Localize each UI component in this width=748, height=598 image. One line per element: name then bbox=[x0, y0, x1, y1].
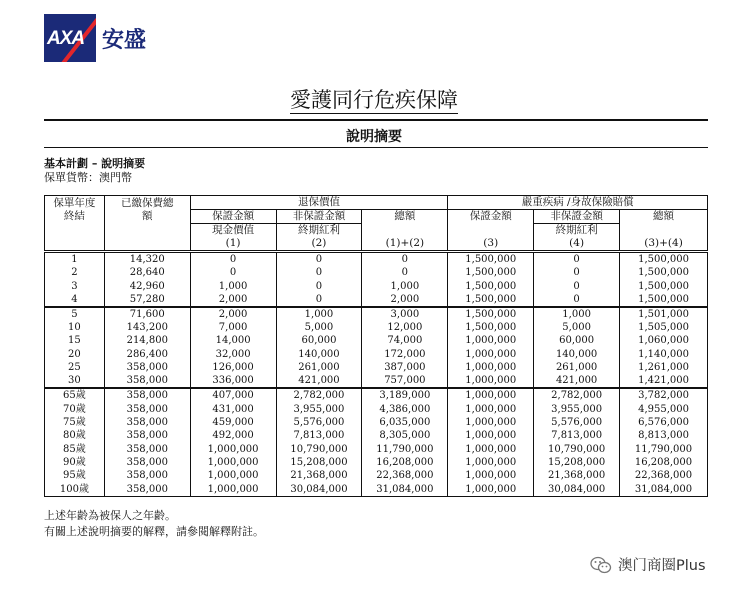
table-cell: 5 bbox=[45, 307, 105, 321]
table-cell: 261,000 bbox=[276, 361, 362, 374]
table-cell: 492,000 bbox=[190, 429, 276, 442]
table-cell: 60,000 bbox=[276, 334, 362, 347]
table-cell: 22,368,000 bbox=[362, 469, 448, 482]
wechat-watermark bbox=[590, 554, 706, 575]
table-cell: 1,000 bbox=[534, 307, 620, 321]
table-cell: 42,960 bbox=[104, 279, 190, 292]
table-cell: 358,000 bbox=[104, 469, 190, 482]
table-cell: 358,000 bbox=[104, 402, 190, 415]
table-cell: 0 bbox=[276, 266, 362, 279]
table-cell: 0 bbox=[534, 293, 620, 307]
illustration-table bbox=[44, 195, 708, 497]
table-cell: 10 bbox=[45, 321, 105, 334]
table-row bbox=[45, 279, 708, 292]
table-cell: 80歲 bbox=[45, 429, 105, 442]
header-terminal-bonus-2: 終期紅利 bbox=[534, 224, 620, 238]
table-cell: 1,140,000 bbox=[620, 348, 708, 361]
table-cell: 1,000,000 bbox=[190, 483, 276, 497]
table-cell: 358,000 bbox=[104, 483, 190, 497]
table-cell: 3,955,000 bbox=[276, 402, 362, 415]
table-cell: 421,000 bbox=[534, 374, 620, 388]
table-cell: 1,060,000 bbox=[620, 334, 708, 347]
table-cell: 70歲 bbox=[45, 402, 105, 415]
table-cell: 1,000,000 bbox=[448, 348, 534, 361]
table-cell: 1,000,000 bbox=[448, 388, 534, 402]
header-terminal-bonus: 終期紅利 bbox=[276, 224, 362, 238]
table-cell: 5,576,000 bbox=[534, 416, 620, 429]
footnote-explanation: 有關上述說明摘要的解釋，請參閱解釋附註。 bbox=[44, 525, 264, 538]
table-row bbox=[45, 456, 708, 469]
table-cell: 30,084,000 bbox=[534, 483, 620, 497]
table-cell: 358,000 bbox=[104, 456, 190, 469]
table-cell: 75歲 bbox=[45, 416, 105, 429]
table-cell: 0 bbox=[534, 279, 620, 292]
table-cell: 0 bbox=[534, 252, 620, 267]
table-row bbox=[45, 443, 708, 456]
table-row bbox=[45, 321, 708, 334]
table-header bbox=[45, 196, 708, 252]
table-cell: 407,000 bbox=[190, 388, 276, 402]
table-cell: 421,000 bbox=[276, 374, 362, 388]
table-cell: 6,035,000 bbox=[362, 416, 448, 429]
table-cell: 3,955,000 bbox=[534, 402, 620, 415]
header-n3p4: (3)+(4) bbox=[620, 237, 708, 252]
header-total-2: 總額 bbox=[620, 210, 708, 238]
table-cell: 336,000 bbox=[190, 374, 276, 388]
table-cell: 5,000 bbox=[276, 321, 362, 334]
table-cell: 0 bbox=[190, 266, 276, 279]
table-cell: 358,000 bbox=[104, 416, 190, 429]
table-cell: 5,000 bbox=[534, 321, 620, 334]
table-cell: 31,084,000 bbox=[620, 483, 708, 497]
table-cell: 1,000,000 bbox=[190, 469, 276, 482]
watermark-text: 澳门商圈Plus bbox=[618, 558, 706, 574]
table-cell: 20 bbox=[45, 348, 105, 361]
table-cell: 1,000,000 bbox=[448, 334, 534, 347]
table-cell: 143,200 bbox=[104, 321, 190, 334]
table-cell: 71,600 bbox=[104, 307, 190, 321]
table-row bbox=[45, 334, 708, 347]
table-cell: 3,000 bbox=[362, 307, 448, 321]
table-cell: 1,000,000 bbox=[190, 443, 276, 456]
table-cell: 0 bbox=[276, 293, 362, 307]
header-premium: 已繳保費總額 bbox=[104, 196, 190, 252]
header-n1: (1) bbox=[190, 237, 276, 252]
table-cell: 126,000 bbox=[190, 361, 276, 374]
table-cell: 1,500,000 bbox=[448, 293, 534, 307]
table-cell: 60,000 bbox=[534, 334, 620, 347]
table-cell: 261,000 bbox=[534, 361, 620, 374]
table-cell: 74,000 bbox=[362, 334, 448, 347]
table-cell: 1,000,000 bbox=[448, 469, 534, 482]
wechat-icon bbox=[590, 556, 612, 574]
document-subtitle: 說明摘要 bbox=[346, 129, 402, 145]
table-cell: 1,500,000 bbox=[448, 279, 534, 292]
footnote-age: 上述年齡為被保人之年齡。 bbox=[44, 509, 176, 522]
table-cell: 15 bbox=[45, 334, 105, 347]
table-cell: 100歲 bbox=[45, 483, 105, 497]
table-group-ages bbox=[45, 388, 708, 496]
table-cell: 1,500,000 bbox=[448, 307, 534, 321]
table-row bbox=[45, 266, 708, 279]
header-non-guaranteed: 非保證金額 bbox=[276, 210, 362, 224]
table-cell: 7,000 bbox=[190, 321, 276, 334]
table-cell: 15,208,000 bbox=[276, 456, 362, 469]
plan-label: 基本計劃 – 說明摘要 bbox=[44, 157, 146, 170]
table-cell: 0 bbox=[362, 266, 448, 279]
table-row bbox=[45, 374, 708, 388]
table-group-early-years bbox=[45, 252, 708, 307]
table-cell: 358,000 bbox=[104, 361, 190, 374]
table-cell: 7,813,000 bbox=[276, 429, 362, 442]
table-cell: 1,000,000 bbox=[448, 483, 534, 497]
table-cell: 1,500,000 bbox=[620, 293, 708, 307]
table-cell: 459,000 bbox=[190, 416, 276, 429]
table-cell: 1,000 bbox=[276, 307, 362, 321]
table-cell: 1 bbox=[45, 252, 105, 267]
header-non-guaranteed-2: 非保證金額 bbox=[534, 210, 620, 224]
axa-logo-mark bbox=[44, 14, 96, 62]
table-cell: 358,000 bbox=[104, 429, 190, 442]
table-cell: 2,000 bbox=[190, 307, 276, 321]
footnotes bbox=[44, 508, 264, 540]
table-cell: 1,505,000 bbox=[620, 321, 708, 334]
header-guaranteed-2: 保證金額 bbox=[448, 210, 534, 238]
table-row bbox=[45, 307, 708, 321]
table-cell: 22,368,000 bbox=[620, 469, 708, 482]
header-cash-value: 現金價值 bbox=[190, 224, 276, 238]
table-row bbox=[45, 416, 708, 429]
table-cell: 172,000 bbox=[362, 348, 448, 361]
table-row bbox=[45, 361, 708, 374]
table-row bbox=[45, 252, 708, 267]
table-cell: 7,813,000 bbox=[534, 429, 620, 442]
header-guaranteed: 保證金額 bbox=[190, 210, 276, 224]
table-cell: 387,000 bbox=[362, 361, 448, 374]
table-cell: 11,790,000 bbox=[362, 443, 448, 456]
header-n1p2: (1)+(2) bbox=[362, 237, 448, 252]
table-cell: 21,368,000 bbox=[276, 469, 362, 482]
table-cell: 3,782,000 bbox=[620, 388, 708, 402]
table-cell: 358,000 bbox=[104, 443, 190, 456]
header-n2: (2) bbox=[276, 237, 362, 252]
table-cell: 2,782,000 bbox=[534, 388, 620, 402]
table-row bbox=[45, 429, 708, 442]
table-cell: 1,000,000 bbox=[448, 361, 534, 374]
table-cell: 1,261,000 bbox=[620, 361, 708, 374]
table-cell: 1,000 bbox=[190, 279, 276, 292]
table-cell: 1,000,000 bbox=[190, 456, 276, 469]
table-cell: 1,000,000 bbox=[448, 429, 534, 442]
table-cell: 14,320 bbox=[104, 252, 190, 267]
table-cell: 2,000 bbox=[190, 293, 276, 307]
table-cell: 8,305,000 bbox=[362, 429, 448, 442]
table-cell: 1,000 bbox=[362, 279, 448, 292]
table-cell: 358,000 bbox=[104, 374, 190, 388]
table-cell: 1,000,000 bbox=[448, 456, 534, 469]
table-cell: 11,790,000 bbox=[620, 443, 708, 456]
table-cell: 1,500,000 bbox=[620, 252, 708, 267]
table-row bbox=[45, 348, 708, 361]
table-cell: 25 bbox=[45, 361, 105, 374]
currency-label: 保單貨幣：澳門幣 bbox=[44, 171, 132, 184]
table-group-policy-years bbox=[45, 307, 708, 389]
table-cell: 15,208,000 bbox=[534, 456, 620, 469]
document-title: 愛護同行危疾保障 bbox=[290, 88, 458, 112]
axa-logo-text: AXA bbox=[47, 28, 85, 49]
table-cell: 1,500,000 bbox=[448, 252, 534, 267]
table-cell: 1,500,000 bbox=[620, 266, 708, 279]
header-death-group: 嚴重疾病 /身故保險賠償 bbox=[448, 196, 708, 210]
table-cell: 4 bbox=[45, 293, 105, 307]
table-cell: 65歲 bbox=[45, 388, 105, 402]
table-cell: 90歲 bbox=[45, 456, 105, 469]
header-n4: (4) bbox=[534, 237, 620, 252]
table-cell: 1,000,000 bbox=[448, 416, 534, 429]
table-cell: 3,189,000 bbox=[362, 388, 448, 402]
table-cell: 1,000,000 bbox=[448, 402, 534, 415]
table-cell: 140,000 bbox=[534, 348, 620, 361]
header-surrender-group: 退保價值 bbox=[190, 196, 448, 210]
table-cell: 8,813,000 bbox=[620, 429, 708, 442]
title-divider bbox=[44, 119, 708, 121]
table-cell: 358,000 bbox=[104, 388, 190, 402]
table-cell: 0 bbox=[362, 252, 448, 267]
table-cell: 0 bbox=[276, 279, 362, 292]
table-cell: 2,782,000 bbox=[276, 388, 362, 402]
header-total: 總額 bbox=[362, 210, 448, 238]
table-cell: 286,400 bbox=[104, 348, 190, 361]
table-cell: 57,280 bbox=[104, 293, 190, 307]
table-cell: 431,000 bbox=[190, 402, 276, 415]
table-cell: 0 bbox=[534, 266, 620, 279]
table-cell: 32,000 bbox=[190, 348, 276, 361]
table-cell: 30 bbox=[45, 374, 105, 388]
table-row bbox=[45, 388, 708, 402]
table-cell: 12,000 bbox=[362, 321, 448, 334]
table-cell: 14,000 bbox=[190, 334, 276, 347]
table-cell: 10,790,000 bbox=[276, 443, 362, 456]
table-cell: 31,084,000 bbox=[362, 483, 448, 497]
axa-logo bbox=[44, 14, 146, 62]
table-cell: 1,500,000 bbox=[448, 321, 534, 334]
table-cell: 6,576,000 bbox=[620, 416, 708, 429]
table-cell: 1,501,000 bbox=[620, 307, 708, 321]
table-cell: 2 bbox=[45, 266, 105, 279]
table-cell: 2,000 bbox=[362, 293, 448, 307]
table-cell: 30,084,000 bbox=[276, 483, 362, 497]
table-cell: 95歲 bbox=[45, 469, 105, 482]
table-cell: 0 bbox=[276, 252, 362, 267]
table-cell: 16,208,000 bbox=[362, 456, 448, 469]
table-cell: 21,368,000 bbox=[534, 469, 620, 482]
table-cell: 10,790,000 bbox=[534, 443, 620, 456]
table-cell: 757,000 bbox=[362, 374, 448, 388]
table-row bbox=[45, 402, 708, 415]
table-cell: 1,421,000 bbox=[620, 374, 708, 388]
header-n3: (3) bbox=[448, 237, 534, 252]
table-cell: 0 bbox=[190, 252, 276, 267]
table-row bbox=[45, 293, 708, 307]
table-cell: 16,208,000 bbox=[620, 456, 708, 469]
table-cell: 140,000 bbox=[276, 348, 362, 361]
subtitle-divider bbox=[44, 147, 708, 148]
header-year: 保單年度終結 bbox=[45, 196, 105, 252]
table-row bbox=[45, 483, 708, 497]
table-cell: 1,000,000 bbox=[448, 443, 534, 456]
table-row bbox=[45, 469, 708, 482]
table-cell: 5,576,000 bbox=[276, 416, 362, 429]
table-cell: 1,500,000 bbox=[620, 279, 708, 292]
table-cell: 214,800 bbox=[104, 334, 190, 347]
table-cell: 4,955,000 bbox=[620, 402, 708, 415]
table-cell: 1,000,000 bbox=[448, 374, 534, 388]
brand-name: 安盛 bbox=[102, 27, 147, 53]
table-cell: 28,640 bbox=[104, 266, 190, 279]
table-cell: 3 bbox=[45, 279, 105, 292]
table-cell: 85歲 bbox=[45, 443, 105, 456]
table-cell: 1,500,000 bbox=[448, 266, 534, 279]
table-cell: 4,386,000 bbox=[362, 402, 448, 415]
